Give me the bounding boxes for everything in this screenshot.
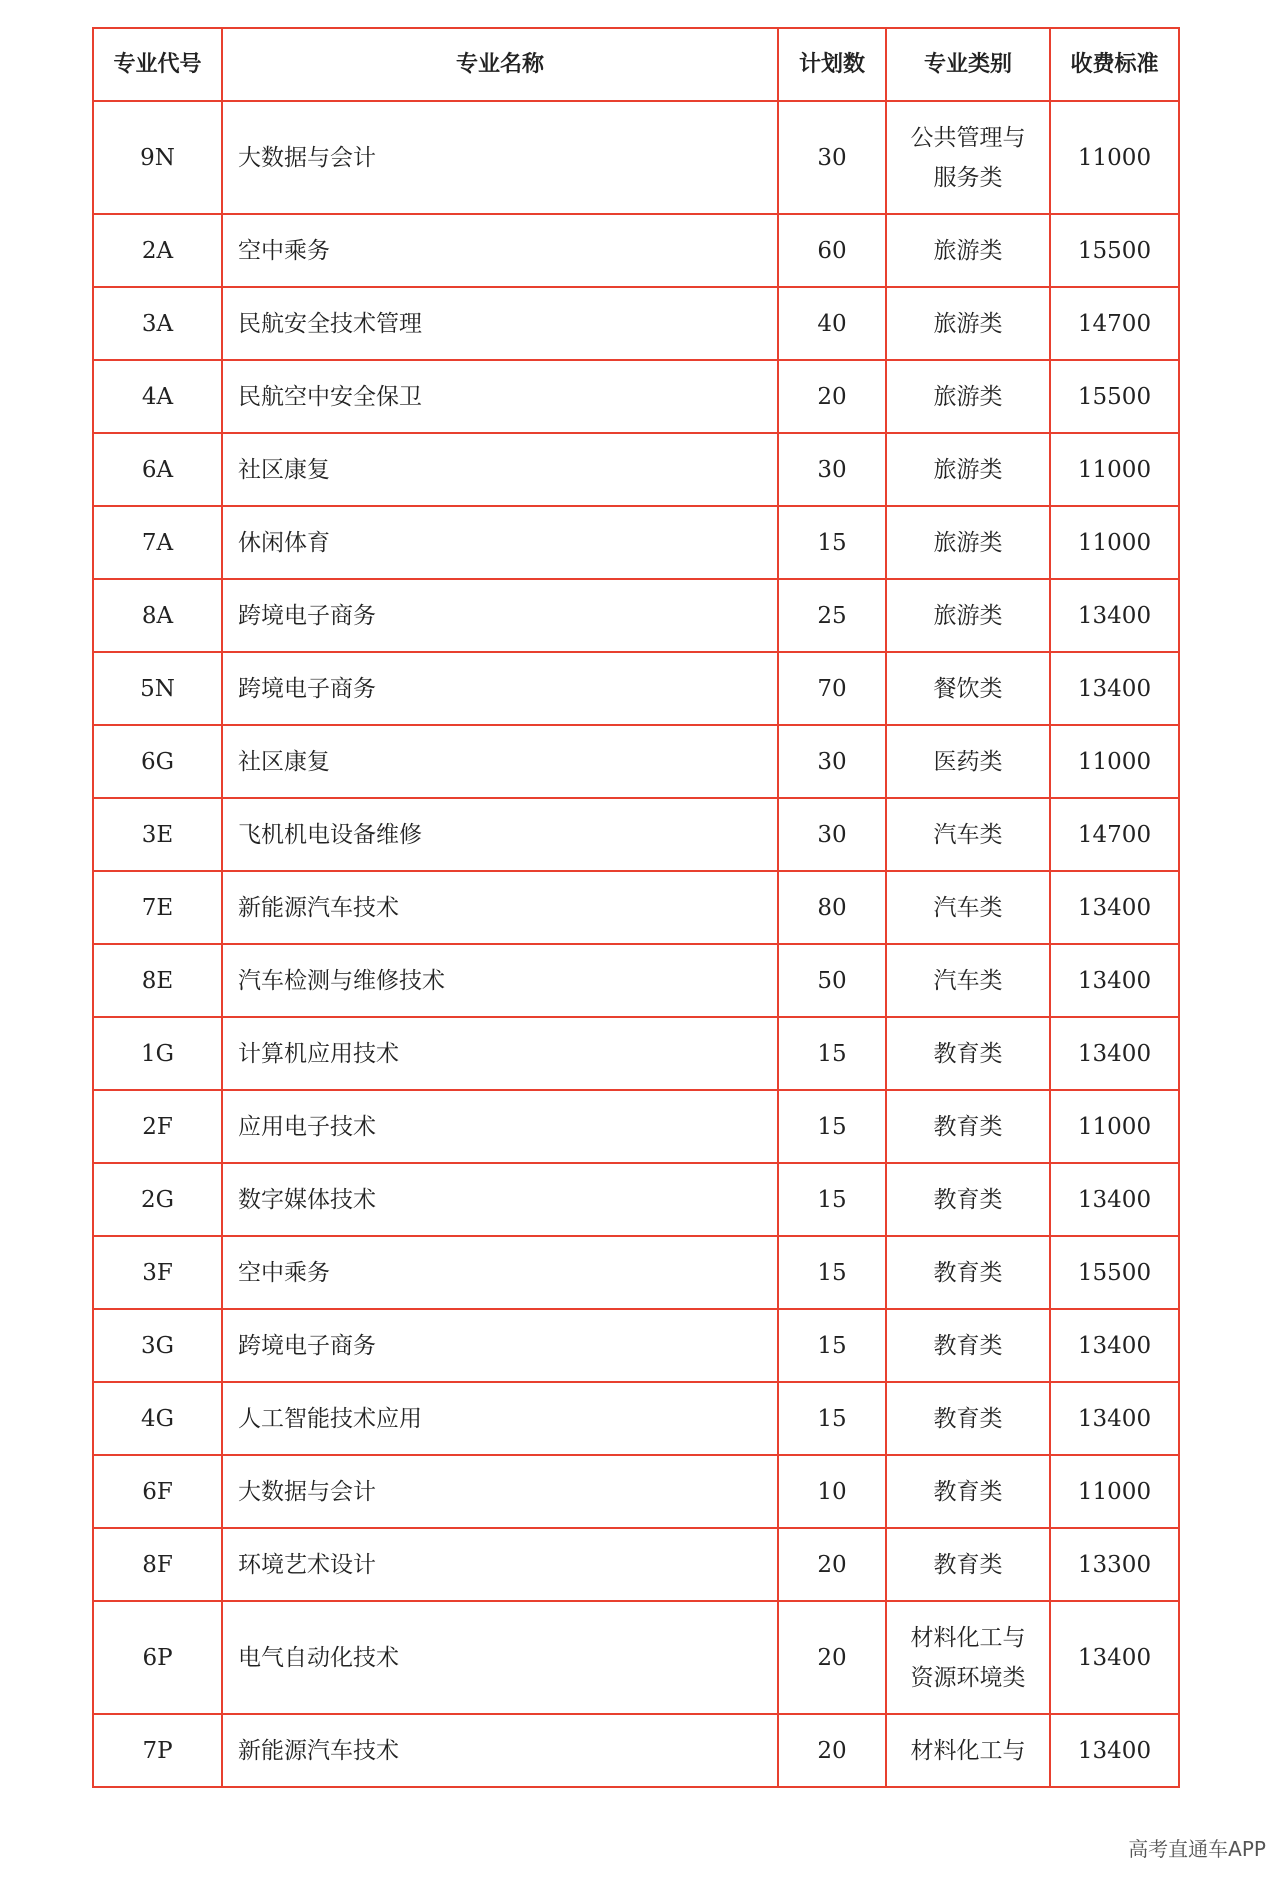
cell-category: 旅游类 (886, 433, 1050, 506)
cell-category: 汽车类 (886, 798, 1050, 871)
cell-code: 5N (93, 652, 222, 725)
table-row (93, 579, 1179, 652)
cell-name: 社区康复 (222, 725, 778, 798)
cell-name: 新能源汽车技术 (222, 1714, 778, 1787)
cell-fee: 15500 (1050, 360, 1179, 433)
cell-code: 4A (93, 360, 222, 433)
table-row (93, 287, 1179, 360)
cell-name: 应用电子技术 (222, 1090, 778, 1163)
cell-category: 医药类 (886, 725, 1050, 798)
cell-plan: 50 (778, 944, 886, 1017)
cell-name: 民航安全技术管理 (222, 287, 778, 360)
cell-fee: 11000 (1050, 433, 1179, 506)
cell-plan: 70 (778, 652, 886, 725)
header-category: 专业类别 (886, 28, 1050, 101)
cell-fee: 14700 (1050, 798, 1179, 871)
cell-fee: 15500 (1050, 214, 1179, 287)
cell-plan: 15 (778, 1017, 886, 1090)
header-code: 专业代号 (93, 28, 222, 101)
table-row (93, 1455, 1179, 1528)
cell-name: 人工智能技术应用 (222, 1382, 778, 1455)
cell-category: 教育类 (886, 1309, 1050, 1382)
table-row (93, 1236, 1179, 1309)
cell-category: 教育类 (886, 1455, 1050, 1528)
cell-code: 2F (93, 1090, 222, 1163)
cell-plan: 30 (778, 725, 886, 798)
cell-code: 6G (93, 725, 222, 798)
table-row (93, 1714, 1179, 1787)
cell-fee: 13400 (1050, 1309, 1179, 1382)
cell-category: 教育类 (886, 1528, 1050, 1601)
table-row (93, 360, 1179, 433)
cell-fee: 15500 (1050, 1236, 1179, 1309)
cell-category: 教育类 (886, 1236, 1050, 1309)
cell-code: 2A (93, 214, 222, 287)
cell-fee: 13400 (1050, 579, 1179, 652)
cell-name: 空中乘务 (222, 214, 778, 287)
cell-code: 8A (93, 579, 222, 652)
cell-plan: 30 (778, 433, 886, 506)
major-plan-table (92, 27, 1180, 1788)
cell-category: 汽车类 (886, 871, 1050, 944)
cell-category: 教育类 (886, 1382, 1050, 1455)
cell-plan: 15 (778, 1236, 886, 1309)
cell-plan: 15 (778, 1163, 886, 1236)
cell-fee: 11000 (1050, 101, 1179, 214)
cell-fee: 13400 (1050, 1163, 1179, 1236)
cell-plan: 40 (778, 287, 886, 360)
cell-code: 2G (93, 1163, 222, 1236)
cell-category: 旅游类 (886, 579, 1050, 652)
cell-category: 汽车类 (886, 944, 1050, 1017)
table-header-row (93, 28, 1179, 101)
cell-category: 材料化工与 (886, 1714, 1050, 1787)
table-row (93, 1601, 1179, 1714)
cell-name: 社区康复 (222, 433, 778, 506)
cell-name: 大数据与会计 (222, 1455, 778, 1528)
cell-plan: 15 (778, 1090, 886, 1163)
table-row (93, 214, 1179, 287)
cell-category: 旅游类 (886, 214, 1050, 287)
header-name: 专业名称 (222, 28, 778, 101)
cell-name: 空中乘务 (222, 1236, 778, 1309)
cell-plan: 20 (778, 1601, 886, 1714)
table-row (93, 433, 1179, 506)
cell-plan: 20 (778, 1528, 886, 1601)
table-row (93, 1528, 1179, 1601)
cell-fee: 13400 (1050, 652, 1179, 725)
cell-name: 新能源汽车技术 (222, 871, 778, 944)
cell-code: 3A (93, 287, 222, 360)
cell-code: 3E (93, 798, 222, 871)
cell-plan: 15 (778, 1382, 886, 1455)
cell-category: 旅游类 (886, 506, 1050, 579)
cell-category: 旅游类 (886, 360, 1050, 433)
cell-name: 跨境电子商务 (222, 652, 778, 725)
cell-fee: 14700 (1050, 287, 1179, 360)
cell-name: 大数据与会计 (222, 101, 778, 214)
cell-fee: 13400 (1050, 1017, 1179, 1090)
cell-plan: 20 (778, 1714, 886, 1787)
table-row (93, 101, 1179, 214)
cell-name: 计算机应用技术 (222, 1017, 778, 1090)
cell-category: 公共管理与 服务类 (886, 101, 1050, 214)
cell-category: 教育类 (886, 1017, 1050, 1090)
table-row (93, 652, 1179, 725)
cell-name: 民航空中安全保卫 (222, 360, 778, 433)
cell-plan: 10 (778, 1455, 886, 1528)
cell-name: 休闲体育 (222, 506, 778, 579)
cell-name: 跨境电子商务 (222, 579, 778, 652)
cell-code: 4G (93, 1382, 222, 1455)
table-row (93, 1017, 1179, 1090)
cell-code: 6P (93, 1601, 222, 1714)
cell-code: 3F (93, 1236, 222, 1309)
table-row (93, 1309, 1179, 1382)
cell-fee: 11000 (1050, 725, 1179, 798)
cell-fee: 13400 (1050, 871, 1179, 944)
table-row (93, 506, 1179, 579)
table-row (93, 798, 1179, 871)
header-plan: 计划数 (778, 28, 886, 101)
cell-name: 跨境电子商务 (222, 1309, 778, 1382)
table-body (93, 101, 1179, 1787)
table-row (93, 1163, 1179, 1236)
header-fee: 收费标准 (1050, 28, 1179, 101)
table-row (93, 725, 1179, 798)
cell-fee: 11000 (1050, 1090, 1179, 1163)
cell-category: 旅游类 (886, 287, 1050, 360)
cell-plan: 60 (778, 214, 886, 287)
cell-plan: 30 (778, 101, 886, 214)
cell-category: 教育类 (886, 1090, 1050, 1163)
cell-fee: 13400 (1050, 1601, 1179, 1714)
cell-category: 教育类 (886, 1163, 1050, 1236)
cell-code: 8F (93, 1528, 222, 1601)
cell-plan: 15 (778, 1309, 886, 1382)
cell-code: 7A (93, 506, 222, 579)
table-row (93, 871, 1179, 944)
cell-name: 数字媒体技术 (222, 1163, 778, 1236)
cell-fee: 13400 (1050, 1382, 1179, 1455)
cell-plan: 20 (778, 360, 886, 433)
cell-name: 汽车检测与维修技术 (222, 944, 778, 1017)
cell-code: 8E (93, 944, 222, 1017)
cell-name: 飞机机电设备维修 (222, 798, 778, 871)
cell-code: 7P (93, 1714, 222, 1787)
cell-code: 9N (93, 101, 222, 214)
cell-plan: 15 (778, 506, 886, 579)
cell-category: 餐饮类 (886, 652, 1050, 725)
cell-code: 1G (93, 1017, 222, 1090)
watermark-text: 高考直通车APP (1128, 1837, 1266, 1861)
cell-plan: 80 (778, 871, 886, 944)
cell-code: 7E (93, 871, 222, 944)
cell-code: 6A (93, 433, 222, 506)
cell-name: 环境艺术设计 (222, 1528, 778, 1601)
table-row (93, 944, 1179, 1017)
cell-name: 电气自动化技术 (222, 1601, 778, 1714)
cell-plan: 25 (778, 579, 886, 652)
cell-plan: 30 (778, 798, 886, 871)
cell-fee: 11000 (1050, 1455, 1179, 1528)
table-row (93, 1382, 1179, 1455)
cell-fee: 13300 (1050, 1528, 1179, 1601)
cell-category: 材料化工与 资源环境类 (886, 1601, 1050, 1714)
cell-fee: 13400 (1050, 944, 1179, 1017)
cell-fee: 13400 (1050, 1714, 1179, 1787)
cell-code: 6F (93, 1455, 222, 1528)
cell-code: 3G (93, 1309, 222, 1382)
cell-fee: 11000 (1050, 506, 1179, 579)
table-row (93, 1090, 1179, 1163)
